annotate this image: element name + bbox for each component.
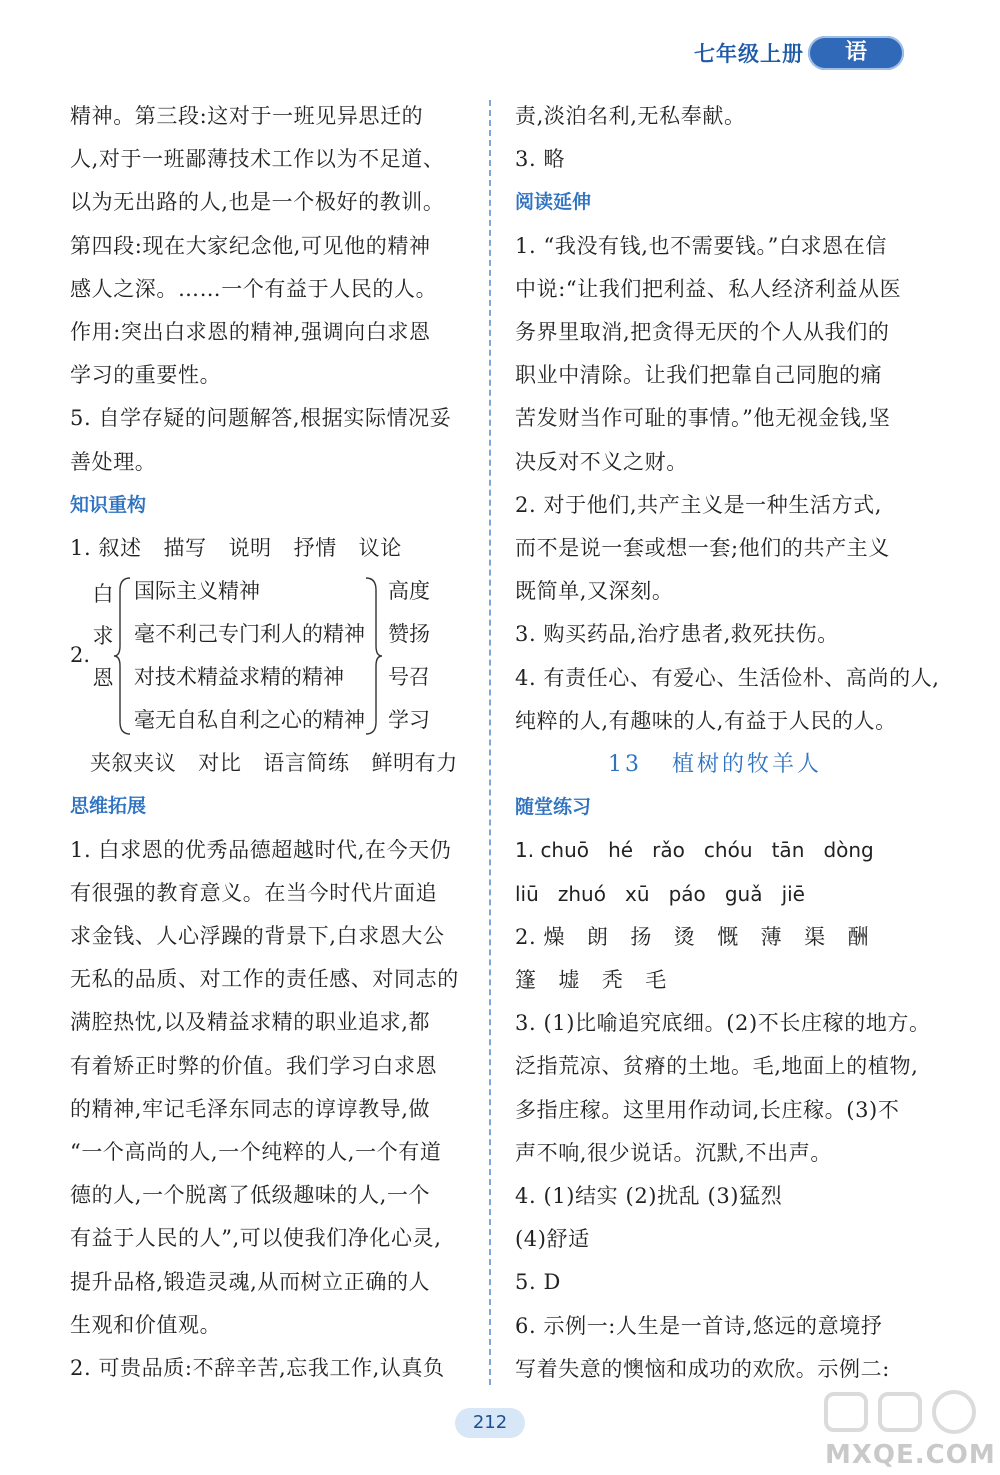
text-line: 求金钱、人心浮躁的背景下,白求恩大公 <box>70 924 445 949</box>
text-line: 善处理。 <box>70 449 157 474</box>
text-line: 德的人,一个脱离了低级趣味的人,一个 <box>70 1183 431 1208</box>
text-line: 写着失意的懊恼和成功的欢欣。示例二: <box>515 1356 890 1381</box>
text-line: 以为无出路的人,也是一个极好的教训。 <box>70 190 445 215</box>
knowledge-item-2-tail: 夹叙夹议 对比 语言简练 鲜明有力 <box>90 751 458 776</box>
text-line: 6. 示例一:人生是一首诗,悠远的意境抒 <box>515 1313 883 1338</box>
left-text-block-1 <box>70 95 470 484</box>
text-line: 第四段:现在大家纪念他,可见他的精神 <box>70 233 431 258</box>
knowledge-item-2-diagram <box>70 570 470 742</box>
section-heading-thinking: 思维拓展 <box>70 795 147 818</box>
text-line: 有益于人民的人”,可以使我们净化心灵, <box>70 1226 442 1251</box>
header-grade: 七年级上册 <box>694 42 804 66</box>
text-line: 感人之深。……一个有益于人民的人。 <box>70 276 438 301</box>
right-text-block-3 <box>515 1002 931 1391</box>
spirit-item: 毫不利己专门利人的精神 <box>134 622 365 647</box>
text-line: 精神。第三段:这对于一班见异思迁的 <box>70 104 424 128</box>
spirit-item: 国际主义精神 <box>134 579 260 604</box>
effect-item: 号召 <box>388 665 430 690</box>
text-line: 泛指荒凉、贫瘠的土地。毛,地面上的植物, <box>515 1054 919 1079</box>
page-number: 212 <box>455 1408 525 1438</box>
text-line: 满腔热忱,以及精益求精的职业追求,都 <box>70 1010 431 1035</box>
text-line: 生观和价值观。 <box>70 1312 222 1337</box>
section-heading-practice: 随堂练习 <box>515 796 592 819</box>
text-line: 4. (1)结实 (2)扰乱 (3)猛烈 <box>515 1184 783 1209</box>
text-line: 中说:“让我们把利益、私人经济利益从医 <box>515 276 902 301</box>
text-line: 多指庄稼。这里用作动词,长庄稼。(3)不 <box>515 1097 900 1122</box>
watermark-text: MXQE.COM <box>825 1440 996 1470</box>
left-text-block-2 <box>70 829 470 1391</box>
subject-badge: 语 文 <box>808 36 904 70</box>
spirit-item: 对技术精益求精的精神 <box>134 665 344 690</box>
text-line: 职业中清除。让我们把靠自己同胞的痛 <box>515 363 883 388</box>
text-line: 学习的重要性。 <box>70 363 222 388</box>
text-line: 4. 有责任心、有爱心、生活俭朴、高尚的人, <box>515 665 940 690</box>
spirit-item: 毫无自私自利之心的精神 <box>134 708 365 733</box>
text-line: 而不是说一套或想一套;他们的共产主义 <box>515 536 890 561</box>
chars-line-1: 2. 燥 朗 扬 烫 慨 薄 渠 酬 <box>515 924 870 949</box>
text-line: 3. 略 <box>515 147 566 172</box>
subject-vertical-text <box>92 573 114 699</box>
text-line: 有很强的教育意义。在当今时代片面追 <box>70 880 438 905</box>
text-line: 务界里取消,把贪得无厌的个人从我们的 <box>515 320 890 345</box>
right-text-block-2 <box>515 225 940 743</box>
effect-list <box>388 570 430 742</box>
lesson-title: 13 植树的牧羊人 <box>608 752 822 778</box>
section-heading-extended-reading: 阅读延伸 <box>515 191 592 214</box>
pinyin-line-1: 1. chuō hé rǎo chóu tān dòng <box>515 838 874 863</box>
column-divider <box>489 100 491 1385</box>
right-column <box>515 95 940 1391</box>
text-line: 的精神,牢记毛泽东同志的谆谆教导,做 <box>70 1096 431 1121</box>
item-2-number: 2. <box>70 643 91 668</box>
text-line: 5. 自学存疑的问题解答,根据实际情况妥 <box>70 406 452 431</box>
text-line: (4)舒适 <box>515 1227 590 1252</box>
text-line: 3. 购买药品,治疗患者,救死扶伤。 <box>515 622 839 647</box>
left-column <box>70 95 470 1390</box>
text-line: 责,淡泊名利,无私奉献。 <box>515 104 746 128</box>
knowledge-item-1: 1. 叙述 描写 说明 抒情 议论 <box>70 536 402 561</box>
text-line: 5. D <box>515 1270 561 1295</box>
chars-line-2: 篷 墟 秃 毛 <box>515 968 667 993</box>
text-line: 纯粹的人,有趣味的人,有益于人民的人。 <box>515 708 897 733</box>
text-line: 既简单,又深刻。 <box>515 579 674 604</box>
text-line: 3. (1)比喻追究底细。(2)不长庄稼的地方。 <box>515 1011 931 1036</box>
pinyin-line-2: liū zhuó xū páo guǎ jiē <box>515 881 805 906</box>
text-line: 2. 可贵品质:不辞辛苦,忘我工作,认真负 <box>70 1356 445 1381</box>
text-line: 有着矫正时弊的价值。我们学习白求恩 <box>70 1053 438 1078</box>
right-text-block-1 <box>515 95 915 181</box>
text-line: 2. 对于他们,共产主义是一种生活方式, <box>515 492 883 517</box>
section-heading-knowledge: 知识重构 <box>70 493 147 516</box>
effect-item: 学习 <box>388 708 430 733</box>
text-line: 人,对于一班鄙薄技术工作以为不足道、 <box>70 147 445 172</box>
text-line: 决反对不义之财。 <box>515 449 688 474</box>
text-line: 苦发财当作可耻的事情。”他无视金钱,坚 <box>515 406 891 431</box>
text-line: 声不响,很少说话。沉默,不出声。 <box>515 1140 832 1165</box>
text-line: 提升品格,锻造灵魂,从而树立正确的人 <box>70 1269 431 1294</box>
subject-char: 白 <box>92 582 114 607</box>
text-line: “一个高尚的人,一个纯粹的人,一个有道 <box>70 1140 442 1165</box>
text-line: 1. 白求恩的优秀品德超越时代,在今天仍 <box>70 837 452 862</box>
text-line: 1. “我没有钱,也不需要钱。”白求恩在信 <box>515 233 887 258</box>
text-line: 作用:突出白求恩的精神,强调向白求恩 <box>70 320 431 345</box>
watermark-logo-icon <box>822 1388 982 1436</box>
subject-char: 求 <box>92 624 114 649</box>
effect-item: 赞扬 <box>388 622 430 647</box>
subject-char: 恩 <box>92 666 114 691</box>
effect-item: 高度 <box>388 579 430 604</box>
text-line: 无私的品质、对工作的责任感、对同志的 <box>70 967 459 992</box>
spirit-list <box>134 570 365 742</box>
